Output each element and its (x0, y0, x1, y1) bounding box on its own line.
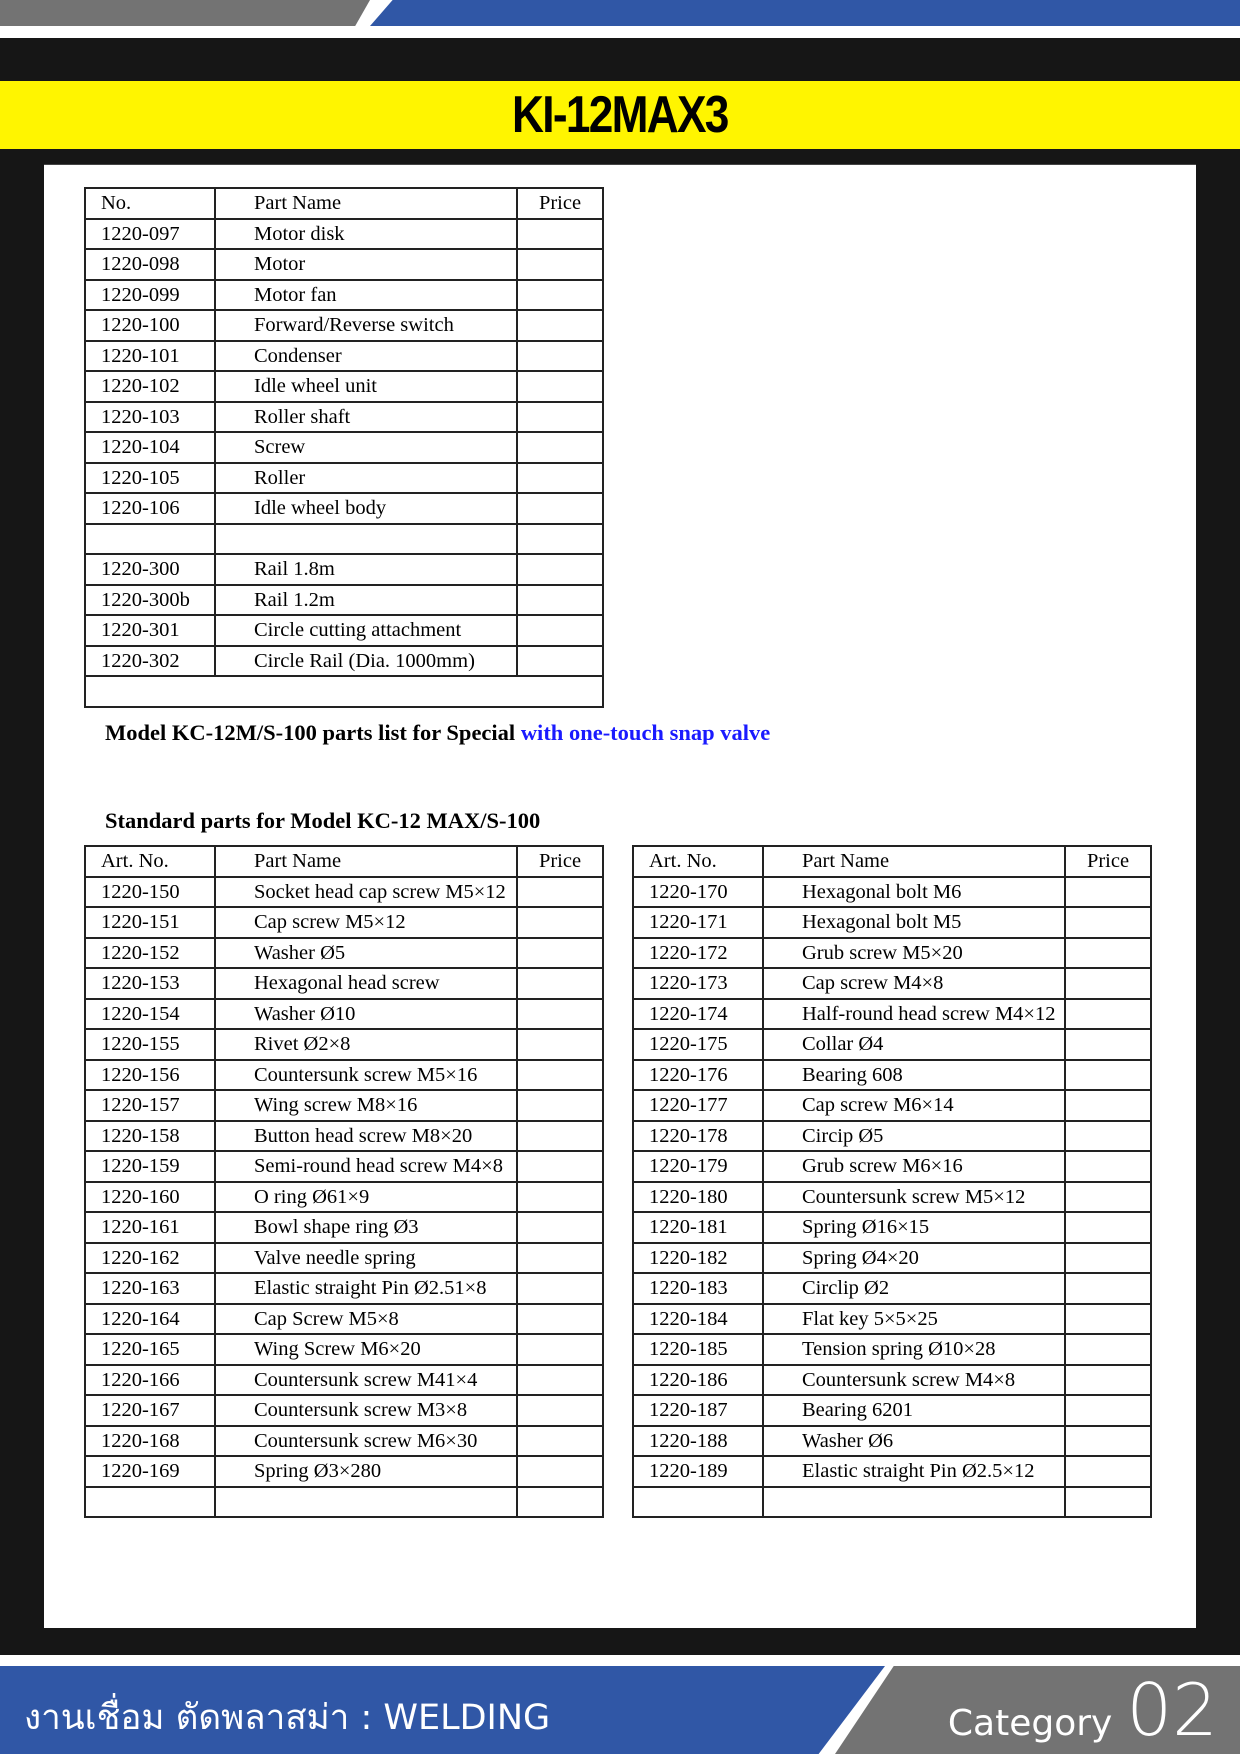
part-number-cell: 1220-158 (85, 1121, 215, 1152)
price-cell (1065, 877, 1151, 908)
top-gray-band (0, 0, 370, 26)
part-name-cell: Grub screw M6×16 (763, 1151, 1065, 1182)
table-row (85, 1456, 603, 1487)
part-name-cell: Hexagonal bolt M5 (763, 907, 1065, 938)
category-number: 02 (1126, 1668, 1218, 1752)
parts-table-motor (84, 187, 604, 708)
table-row (85, 999, 603, 1030)
table-row (85, 280, 603, 311)
part-name-cell: Elastic straight Pin Ø2.51×8 (215, 1273, 517, 1304)
part-number-cell: 1220-160 (85, 1182, 215, 1213)
part-number-cell: 1220-167 (85, 1395, 215, 1426)
part-name-cell (215, 524, 517, 555)
empty-cell (1065, 1487, 1151, 1518)
part-name-cell: Countersunk screw M3×8 (215, 1395, 517, 1426)
table-row (85, 1060, 603, 1091)
price-cell (1065, 1426, 1151, 1457)
table-row (633, 999, 1151, 1030)
part-number-cell: 1220-187 (633, 1395, 763, 1426)
part-number-cell: 1220-164 (85, 1304, 215, 1335)
part-name-cell: Collar Ø4 (763, 1029, 1065, 1060)
part-name-cell: Spring Ø3×280 (215, 1456, 517, 1487)
column-header: Part Name (215, 188, 517, 219)
part-name-cell: Forward/Reverse switch (215, 310, 517, 341)
category-label: Category (947, 1703, 1113, 1744)
table-row (633, 1151, 1151, 1182)
part-number-cell: 1220-189 (633, 1456, 763, 1487)
empty-cell (633, 1487, 763, 1518)
table-row (85, 1121, 603, 1152)
table-row (633, 1182, 1151, 1213)
table-row (85, 310, 603, 341)
price-cell (517, 968, 603, 999)
part-name-cell: Circip Ø5 (763, 1121, 1065, 1152)
table-row (85, 371, 603, 402)
part-name-cell: Tension spring Ø10×28 (763, 1334, 1065, 1365)
table-row (85, 1334, 603, 1365)
empty-cell (215, 1487, 517, 1518)
part-number-cell: 1220-180 (633, 1182, 763, 1213)
price-cell (517, 1456, 603, 1487)
part-name-cell: Washer Ø5 (215, 938, 517, 969)
price-cell (517, 249, 603, 280)
part-name-cell: Screw (215, 432, 517, 463)
part-number-cell: 1220-097 (85, 219, 215, 250)
price-cell (517, 1304, 603, 1335)
top-blue-band (370, 0, 1240, 26)
standard-parts-table-left (84, 845, 604, 1518)
part-number-cell: 1220-177 (633, 1090, 763, 1121)
table-row (85, 1243, 603, 1274)
model-title: KI-12MAX3 (512, 86, 728, 144)
part-number-cell: 1220-151 (85, 907, 215, 938)
price-cell (517, 1121, 603, 1152)
table-row (633, 968, 1151, 999)
price-cell (517, 1212, 603, 1243)
part-number-cell: 1220-100 (85, 310, 215, 341)
table-row (85, 463, 603, 494)
part-name-cell: Bearing 6201 (763, 1395, 1065, 1426)
table-row (633, 938, 1151, 969)
part-name-cell: Washer Ø10 (215, 999, 517, 1030)
part-name-cell: Bowl shape ring Ø3 (215, 1212, 517, 1243)
part-name-cell: Countersunk screw M41×4 (215, 1365, 517, 1396)
table-row (633, 1029, 1151, 1060)
table-header-row (633, 846, 1151, 877)
part-name-cell: Rivet Ø2×8 (215, 1029, 517, 1060)
part-number-cell: 1220-183 (633, 1273, 763, 1304)
part-number-cell: 1220-157 (85, 1090, 215, 1121)
part-number-cell: 1220-101 (85, 341, 215, 372)
title-band (0, 81, 1240, 149)
part-number-cell: 1220-103 (85, 402, 215, 433)
part-name-cell: O ring Ø61×9 (215, 1182, 517, 1213)
table-row (633, 1060, 1151, 1091)
price-cell (517, 938, 603, 969)
table-row (633, 1395, 1151, 1426)
part-number-cell: 1220-172 (633, 938, 763, 969)
price-cell (1065, 968, 1151, 999)
price-cell (1065, 1212, 1151, 1243)
table-row (633, 1212, 1151, 1243)
table-row (85, 615, 603, 646)
part-number-cell: 1220-155 (85, 1029, 215, 1060)
special-parts-heading (105, 720, 770, 746)
part-name-cell: Circlip Ø2 (763, 1273, 1065, 1304)
part-number-cell: 1220-153 (85, 968, 215, 999)
part-name-cell: Motor fan (215, 280, 517, 311)
price-cell (517, 432, 603, 463)
table-row (85, 907, 603, 938)
price-cell (1065, 1090, 1151, 1121)
price-cell (517, 1182, 603, 1213)
part-name-cell: Button head screw M8×20 (215, 1121, 517, 1152)
price-cell (517, 1029, 603, 1060)
part-number-cell: 1220-098 (85, 249, 215, 280)
part-name-cell: Flat key 5×5×25 (763, 1304, 1065, 1335)
part-number-cell: 1220-099 (85, 280, 215, 311)
part-number-cell: 1220-162 (85, 1243, 215, 1274)
price-cell (1065, 907, 1151, 938)
price-cell (517, 493, 603, 524)
empty-cell (85, 1487, 215, 1518)
part-name-cell: Hexagonal head screw (215, 968, 517, 999)
table-row (633, 1273, 1151, 1304)
part-number-cell: 1220-161 (85, 1212, 215, 1243)
part-name-cell: Roller (215, 463, 517, 494)
price-cell (517, 907, 603, 938)
price-cell (517, 999, 603, 1030)
price-cell (1065, 1365, 1151, 1396)
price-cell (517, 1334, 603, 1365)
part-name-cell: Roller shaft (215, 402, 517, 433)
part-name-cell: Motor (215, 249, 517, 280)
part-name-cell: Washer Ø6 (763, 1426, 1065, 1457)
part-name-cell: Valve needle spring (215, 1243, 517, 1274)
price-cell (1065, 1029, 1151, 1060)
empty-row (85, 1487, 603, 1518)
part-number-cell: 1220-301 (85, 615, 215, 646)
part-name-cell: Wing Screw M6×20 (215, 1334, 517, 1365)
part-number-cell: 1220-163 (85, 1273, 215, 1304)
footer-category (948, 1668, 1218, 1752)
part-name-cell: Bearing 608 (763, 1060, 1065, 1091)
part-name-cell: Spring Ø4×20 (763, 1243, 1065, 1274)
table-row (85, 646, 603, 677)
table-row (85, 1365, 603, 1396)
table-row (85, 402, 603, 433)
part-number-cell: 1220-106 (85, 493, 215, 524)
column-header: Part Name (763, 846, 1065, 877)
column-header: Price (517, 846, 603, 877)
part-name-cell: Circle cutting attachment (215, 615, 517, 646)
part-name-cell: Elastic straight Pin Ø2.5×12 (763, 1456, 1065, 1487)
table-row (85, 493, 603, 524)
part-name-cell: Cap screw M5×12 (215, 907, 517, 938)
part-number-cell: 1220-105 (85, 463, 215, 494)
price-cell (1065, 1273, 1151, 1304)
part-number-cell: 1220-150 (85, 877, 215, 908)
table-header-row (85, 188, 603, 219)
column-header: No. (85, 188, 215, 219)
column-header: Part Name (215, 846, 517, 877)
part-name-cell: Half-round head screw M4×12 (763, 999, 1065, 1030)
part-number-cell: 1220-184 (633, 1304, 763, 1335)
price-cell (1065, 1060, 1151, 1091)
part-number-cell (85, 524, 215, 555)
price-cell (1065, 999, 1151, 1030)
footer-category-text: งานเชื่อม ตัดพลาสม่า : WELDING (24, 1698, 551, 1738)
price-cell (517, 1060, 603, 1091)
price-cell (1065, 1121, 1151, 1152)
price-cell (517, 646, 603, 677)
part-name-cell: Motor disk (215, 219, 517, 250)
table-row (633, 1426, 1151, 1457)
part-number-cell: 1220-152 (85, 938, 215, 969)
table-row (85, 1090, 603, 1121)
table-row (85, 1395, 603, 1426)
part-number-cell: 1220-170 (633, 877, 763, 908)
part-number-cell: 1220-165 (85, 1334, 215, 1365)
table-row (85, 938, 603, 969)
part-number-cell: 1220-102 (85, 371, 215, 402)
part-number-cell: 1220-175 (633, 1029, 763, 1060)
price-cell (517, 341, 603, 372)
price-cell (517, 1365, 603, 1396)
part-name-cell: Countersunk screw M6×30 (215, 1426, 517, 1457)
price-cell (517, 1090, 603, 1121)
table-row (85, 1304, 603, 1335)
table-row (633, 877, 1151, 908)
table-row (85, 554, 603, 585)
part-number-cell: 1220-300b (85, 585, 215, 616)
standard-parts-heading: Standard parts for Model KC-12 MAX/S-100 (105, 808, 541, 833)
table-row (85, 1212, 603, 1243)
price-cell (517, 402, 603, 433)
part-name-cell: Hexagonal bolt M6 (763, 877, 1065, 908)
price-cell (1065, 1456, 1151, 1487)
part-name-cell: Cap screw M4×8 (763, 968, 1065, 999)
price-cell (517, 585, 603, 616)
part-name-cell: Countersunk screw M5×16 (215, 1060, 517, 1091)
table-row (85, 1151, 603, 1182)
price-cell (517, 877, 603, 908)
price-cell (517, 219, 603, 250)
column-header: Price (1065, 846, 1151, 877)
price-cell (517, 1395, 603, 1426)
part-number-cell: 1220-179 (633, 1151, 763, 1182)
part-name-cell: Condenser (215, 341, 517, 372)
table-row (85, 1029, 603, 1060)
price-cell (1065, 1243, 1151, 1274)
part-number-cell: 1220-159 (85, 1151, 215, 1182)
table-row (633, 1243, 1151, 1274)
table-row (633, 1090, 1151, 1121)
table-row (85, 968, 603, 999)
column-header: Price (517, 188, 603, 219)
empty-row (85, 676, 603, 707)
price-cell (517, 371, 603, 402)
part-number-cell: 1220-188 (633, 1426, 763, 1457)
part-name-cell: Semi-round head screw M4×8 (215, 1151, 517, 1182)
part-name-cell: Idle wheel unit (215, 371, 517, 402)
table-row (85, 877, 603, 908)
standard-parts-table-right (632, 845, 1152, 1518)
part-number-cell: 1220-182 (633, 1243, 763, 1274)
price-cell (517, 524, 603, 555)
table-header-row (85, 846, 603, 877)
price-cell (1065, 1182, 1151, 1213)
table-row (85, 524, 603, 555)
table-row (633, 1365, 1151, 1396)
price-cell (517, 463, 603, 494)
part-number-cell: 1220-171 (633, 907, 763, 938)
part-name-cell: Rail 1.8m (215, 554, 517, 585)
table-row (85, 585, 603, 616)
table-row (85, 1182, 603, 1213)
price-cell (1065, 1151, 1151, 1182)
part-number-cell: 1220-176 (633, 1060, 763, 1091)
part-number-cell: 1220-169 (85, 1456, 215, 1487)
column-header: Art. No. (633, 846, 763, 877)
empty-cell (763, 1487, 1065, 1518)
table-row (85, 432, 603, 463)
table-row (85, 341, 603, 372)
special-parts-heading-highlight: with one-touch snap valve (520, 720, 771, 745)
part-number-cell: 1220-300 (85, 554, 215, 585)
table-row (633, 1121, 1151, 1152)
price-cell (517, 615, 603, 646)
part-name-cell: Wing screw M8×16 (215, 1090, 517, 1121)
part-number-cell: 1220-154 (85, 999, 215, 1030)
table-row (85, 219, 603, 250)
empty-cell (517, 1487, 603, 1518)
part-number-cell: 1220-174 (633, 999, 763, 1030)
part-name-cell: Countersunk screw M5×12 (763, 1182, 1065, 1213)
price-cell (1065, 1334, 1151, 1365)
table-row (633, 1304, 1151, 1335)
part-number-cell: 1220-168 (85, 1426, 215, 1457)
table-row (633, 1456, 1151, 1487)
part-name-cell: Cap screw M6×14 (763, 1090, 1065, 1121)
empty-cell (85, 676, 603, 707)
part-name-cell: Circle Rail (Dia. 1000mm) (215, 646, 517, 677)
price-cell (517, 1151, 603, 1182)
column-header: Art. No. (85, 846, 215, 877)
part-number-cell: 1220-166 (85, 1365, 215, 1396)
table-row (633, 907, 1151, 938)
part-number-cell: 1220-185 (633, 1334, 763, 1365)
part-name-cell: Rail 1.2m (215, 585, 517, 616)
special-parts-heading-text: Model KC-12M/S-100 parts list for Special (105, 720, 516, 745)
empty-row (633, 1487, 1151, 1518)
part-number-cell: 1220-173 (633, 968, 763, 999)
part-number-cell: 1220-186 (633, 1365, 763, 1396)
price-cell (517, 1426, 603, 1457)
part-name-cell: Idle wheel body (215, 493, 517, 524)
table-row (633, 1334, 1151, 1365)
price-cell (517, 280, 603, 311)
part-number-cell: 1220-302 (85, 646, 215, 677)
price-cell (517, 310, 603, 341)
part-number-cell: 1220-181 (633, 1212, 763, 1243)
part-number-cell: 1220-156 (85, 1060, 215, 1091)
price-cell (1065, 1395, 1151, 1426)
part-number-cell: 1220-178 (633, 1121, 763, 1152)
part-name-cell: Grub screw M5×20 (763, 938, 1065, 969)
table-row (85, 249, 603, 280)
price-cell (517, 1273, 603, 1304)
price-cell (1065, 1304, 1151, 1335)
price-cell (517, 1243, 603, 1274)
price-cell (1065, 938, 1151, 969)
table-row (85, 1273, 603, 1304)
table-row (85, 1426, 603, 1457)
part-name-cell: Spring Ø16×15 (763, 1212, 1065, 1243)
part-number-cell: 1220-104 (85, 432, 215, 463)
part-name-cell: Countersunk screw M4×8 (763, 1365, 1065, 1396)
price-cell (517, 554, 603, 585)
part-name-cell: Socket head cap screw M5×12 (215, 877, 517, 908)
part-name-cell: Cap Screw M5×8 (215, 1304, 517, 1335)
